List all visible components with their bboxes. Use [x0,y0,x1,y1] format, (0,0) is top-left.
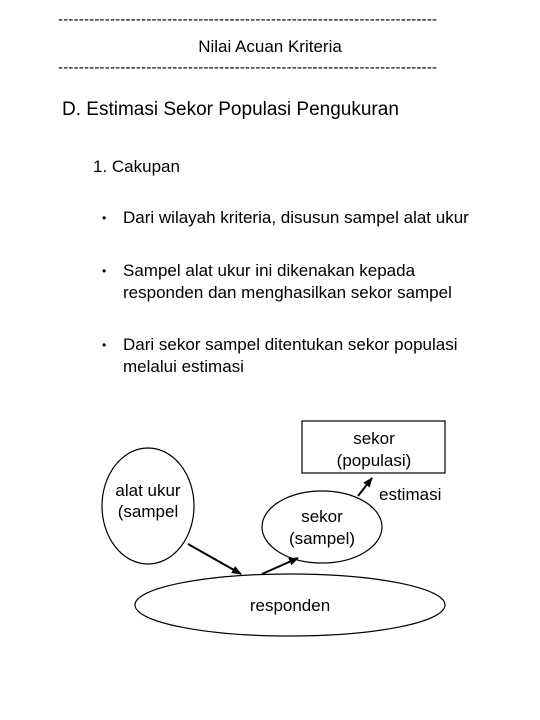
ellipse-sekor-sampel-line1: sekor [301,507,343,526]
bullet-dot-icon: • [102,211,107,225]
ellipse-sekor-sampel-line2: (sampel) [288,529,356,548]
arrow-responden-to-sekor [262,558,298,574]
header-dash-line-top: ------------------------------------------------------------------------- [58,12,438,28]
bullet-text-line: Sampel alat ukur ini dikenakan kepada [123,261,416,280]
box-sekor-populasi-line1: sekor [353,429,395,448]
ellipse-alat-ukur-line1: alat ukur [115,481,181,500]
arrow-alat-to-responden [188,544,241,574]
section-title: D. Estimasi Sekor Populasi Pengukuran [62,99,399,120]
ellipse-responden-label: responden [249,596,331,615]
arrow-sekor-to-populasi [358,478,372,496]
bullet-dot-icon: • [102,338,107,352]
header-title: Nilai Acuan Kriteria [198,37,342,56]
ellipse-alat-ukur-line2: (sampel [117,502,179,521]
bullet-text-line: responden dan menghasilkan sekor sampel [123,283,452,302]
bullet-text-line: melalui estimasi [123,357,244,376]
header-dash-line-bottom: ------------------------------------------------------------------------- [58,60,438,76]
bullet-text-line: Dari sekor sampel ditentukan sekor populasi [123,335,458,354]
ellipse-sekor-sampel [262,491,382,563]
bullet-dot-icon: • [102,264,107,278]
bullet-text-line: Dari wilayah kriteria, disusun sampel alat ukur [123,208,469,227]
box-sekor-populasi-line2: (populasi) [336,451,412,470]
subsection-title: 1. Cakupan [93,157,180,176]
label-estimasi: estimasi [379,485,442,504]
